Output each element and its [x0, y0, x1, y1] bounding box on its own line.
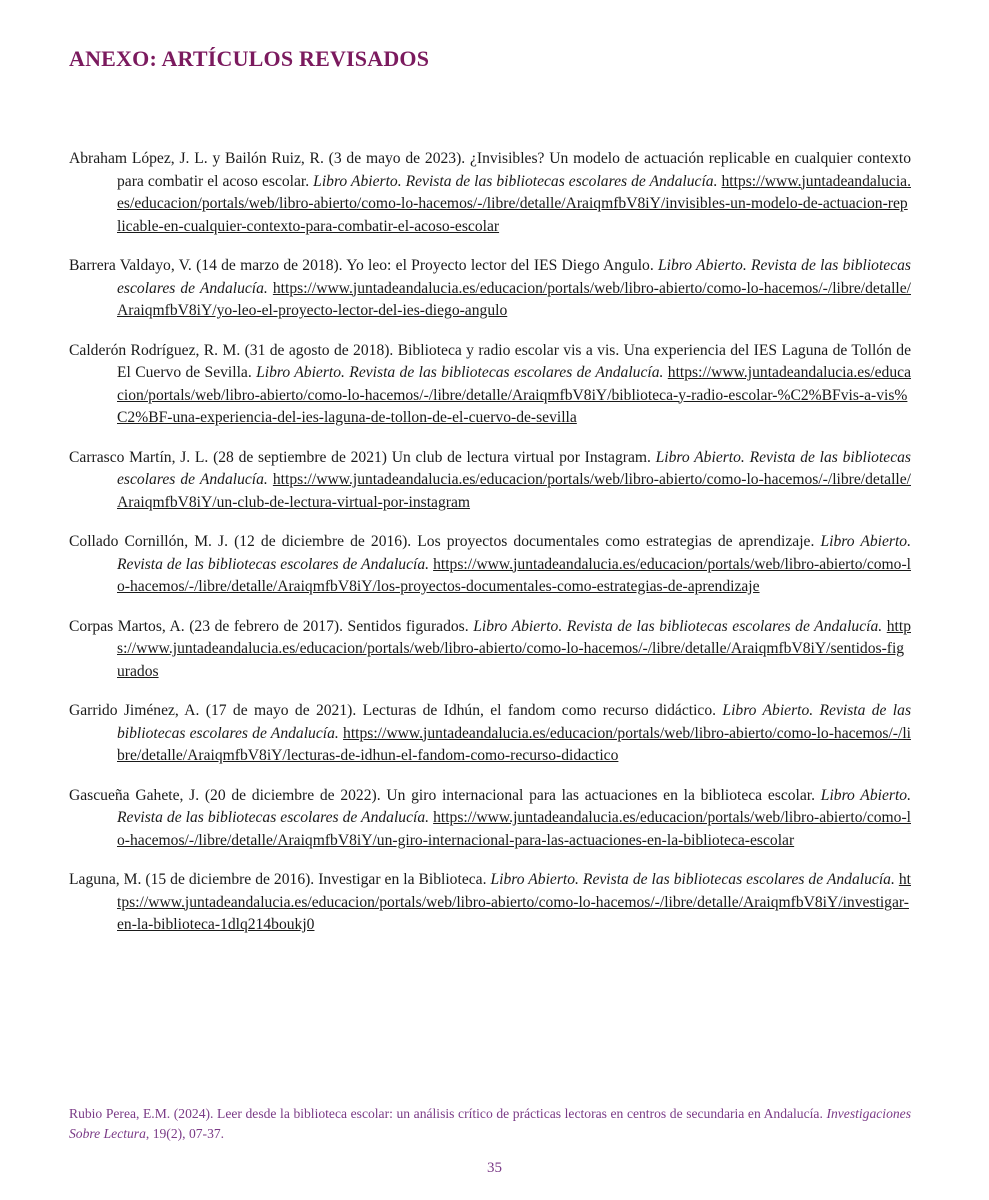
reference-journal: Libro Abierto. Revista de las bibliotecas escolares de Andalucía.: [313, 172, 718, 190]
reference-journal: Libro Abierto. Revista de las bibliotecas escolares de Andalucía.: [117, 257, 911, 297]
reference-text: Carrasco Martín, J. L. (28 de septiembre de 2021) Un club de lectura virtual por Instagram.: [69, 448, 656, 466]
citation-text: Rubio Perea, E.M. (2024). Leer desde la biblioteca escolar: un análisis crítico de prácticas lectoras en centros de secundaria en Andalucía.: [69, 1106, 827, 1121]
reference-item: [69, 447, 911, 515]
reference-text: Corpas Martos, A. (23 de febrero de 2017). Sentidos figurados.: [69, 617, 474, 635]
reference-list: [69, 148, 911, 954]
footer-citation: [69, 1104, 911, 1144]
reference-link[interactable]: https://www.juntadeandalucia.es/educacion/portals/web/libro-abierto/como-lo-hacemos/-/libre/detalle/AraiqmfbV8iY/los-proyectos-documentales-como-estrategias-de-aprendizaje: [117, 555, 911, 595]
reference-item: [69, 340, 911, 430]
reference-text: Barrera Valdayo, V. (14 de marzo de 2018). Yo leo: el Proyecto lector del IES Diego Angulo.: [69, 257, 658, 274]
reference-link[interactable]: https://www.juntadeandalucia.es/educacion/portals/web/libro-abierto/como-lo-hacemos/-/libre/detalle/AraiqmfbV8iY/sentidos-figurados: [117, 617, 911, 680]
reference-journal: Libro Abierto. Revista de las bibliotecas escolares de Andalucía.: [117, 533, 911, 573]
reference-text: Gascueña Gahete, J. (20 de diciembre de 2022). Un giro internacional para las actuaciones en la biblioteca escolar.: [69, 786, 821, 804]
reference-journal: Libro Abierto. Revista de las bibliotecas escolares de Andalucía.: [117, 448, 911, 488]
reference-link[interactable]: https://www.juntadeandalucia.es/educacion/portals/web/libro-abierto/como-lo-hacemos/-/libre/detalle/AraiqmfbV8iY/lecturas-de-idhun-el-fandom-como-recurso-didactico: [117, 724, 911, 764]
reference-link[interactable]: https://www.juntadeandalucia.es/educacion/portals/web/libro-abierto/como-lo-hacemos/-/libre/detalle/AraiqmfbV8iY/yo-leo-el-proyecto-lector-del-ies-diego-angulo: [117, 279, 911, 319]
reference-text: Garrido Jiménez, A. (17 de mayo de 2021). Lecturas de Idhún, el fandom como recurso didáctico.: [69, 702, 723, 719]
page-title: ANEXO: ARTÍCULOS REVISADOS: [69, 46, 430, 71]
reference-link[interactable]: https://www.juntadeandalucia.es/educacion/portals/web/libro-abierto/como-lo-hacemos/-/libre/detalle/AraiqmfbV8iY/un-club-de-lectura-virtual-por-instagram: [117, 471, 911, 511]
page-number: 35: [487, 1160, 502, 1176]
reference-text: Laguna, M. (15 de diciembre de 2016). Investigar en la Biblioteca.: [69, 871, 491, 888]
reference-item: [69, 531, 911, 599]
reference-journal: Libro Abierto. Revista de las bibliotecas escolares de Andalucía.: [473, 617, 883, 635]
reference-item: [69, 869, 911, 937]
citation-details: , 19(2), 07-37.: [145, 1126, 225, 1141]
reference-item: [69, 255, 911, 323]
reference-link[interactable]: https://www.juntadeandalucia.es/educacion/portals/web/libro-abierto/como-lo-hacemos/-/libre/detalle/AraiqmfbV8iY/biblioteca-y-radio-escolar-%C2%BFvis-a-vis%C2%BF-una-experiencia-del-ies-laguna-de-tollon-de-el-cuervo-de-sevilla: [117, 364, 911, 426]
reference-link[interactable]: https://www.juntadeandalucia.es/educacion/portals/web/libro-abierto/como-lo-hacemos/-/libre/detalle/AraiqmfbV8iY/un-giro-internacional-para-las-actuaciones-en-la-biblioteca-escolar: [117, 809, 911, 849]
reference-text: Abraham López, J. L. y Bailón Ruiz, R. (3 de mayo de 2023). ¿Invisibles? Un modelo de actuación replicable en cualquier contexto para combatir el acoso escolar.: [69, 150, 911, 190]
reference-journal: Libro Abierto. Revista de las bibliotecas escolares de Andalucía.: [117, 702, 912, 742]
reference-journal: Libro Abierto. Revista de las bibliotecas escolares de Andalucía.: [256, 364, 664, 381]
citation-journal: Investigaciones Sobre Lectura: [69, 1106, 911, 1141]
reference-journal: Libro Abierto. Revista de las bibliotecas escolares de Andalucía.: [117, 786, 911, 826]
reference-item: [69, 148, 911, 238]
reference-item: [69, 616, 911, 684]
reference-text: Calderón Rodríguez, R. M. (31 de agosto de 2018). Biblioteca y radio escolar vis a vis. Una experiencia del IES Laguna de Tollón de El Cuervo de Sevilla.: [69, 341, 911, 381]
reference-journal: Libro Abierto. Revista de las bibliotecas escolares de Andalucía.: [490, 871, 895, 888]
reference-link[interactable]: https://www.juntadeandalucia.es/educacion/portals/web/libro-abierto/como-lo-hacemos/-/libre/detalle/AraiqmfbV8iY/investigar-en-la-biblioteca-1dlq214boukj0: [117, 871, 911, 933]
reference-text: Collado Cornillón, M. J. (12 de diciembre de 2016). Los proyectos documentales como estrategias de aprendizaje.: [69, 533, 821, 550]
reference-item: [69, 785, 911, 853]
reference-item: [69, 700, 911, 768]
reference-link[interactable]: https://www.juntadeandalucia.es/educacion/portals/web/libro-abierto/como-lo-hacemos/-/libre/detalle/AraiqmfbV8iY/invisibles-un-modelo-de-actuacion-replicable-en-cualquier-contexto-para-combatir-el-acoso-escolar: [117, 172, 911, 235]
